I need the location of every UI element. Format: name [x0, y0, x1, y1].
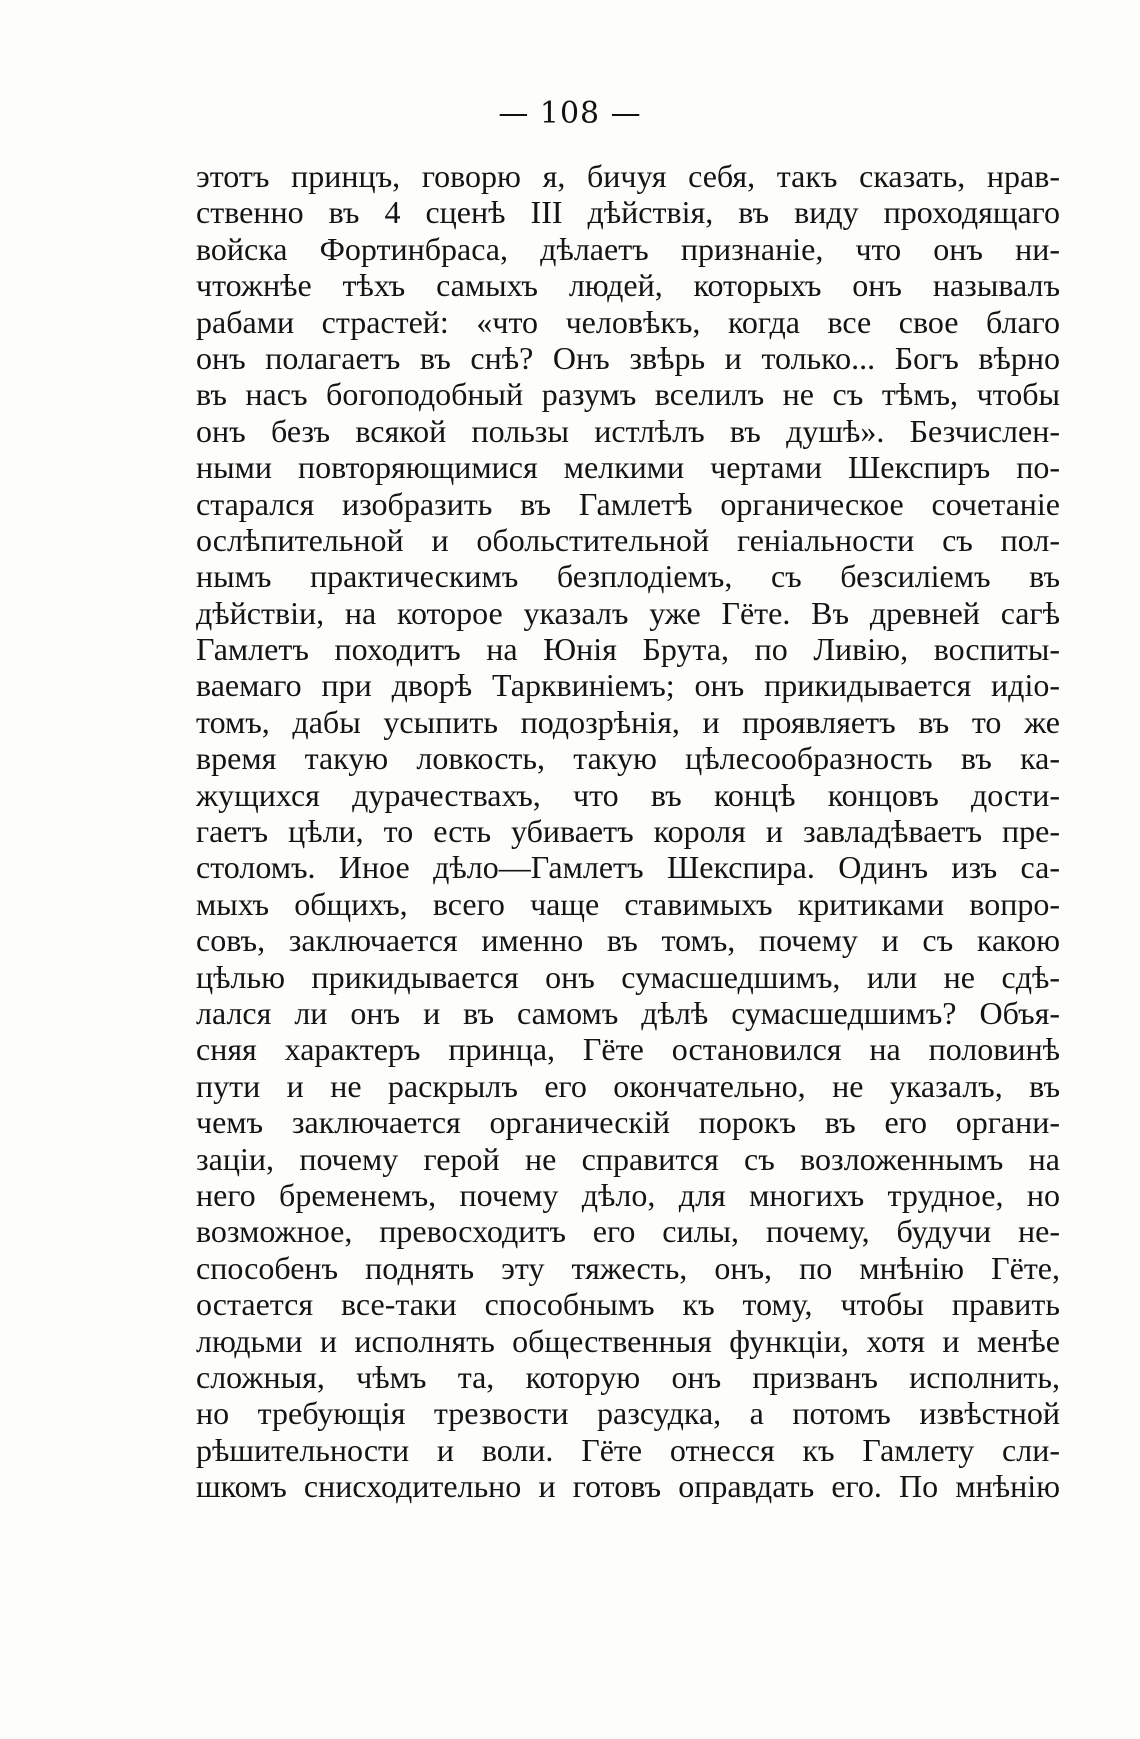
text-line: чемъ заключается органическій порокъ въ его органи-: [196, 1104, 1060, 1141]
text-line: чтожнѣе тѣхъ самыхъ людей, которыхъ онъ называлъ: [196, 267, 1060, 304]
text-line: цѣлью прикидывается онъ сумасшедшимъ, или не сдѣ-: [196, 958, 1060, 995]
text-line: заціи, почему герой не справится съ возложеннымъ на: [196, 1140, 1060, 1177]
text-line: ослѣпительной и обольстительной геніальности съ пол-: [196, 521, 1060, 558]
text-line: старался изобразить въ Гамлетѣ органическое сочетаніе: [196, 485, 1060, 522]
body-text: [196, 158, 1060, 1504]
text-line: ными повторяющимися мелкими чертами Шекспиръ по-: [196, 449, 1060, 486]
text-line: людьми и исполнять общественныя функціи, хотя и менѣе: [196, 1322, 1060, 1359]
text-line: жущихся дурачествахъ, что въ концѣ концовъ дости-: [196, 776, 1060, 813]
text-line: рабами страстей: «что человѣкъ, когда все свое благо: [196, 303, 1060, 340]
text-line: этотъ принцъ, говорю я, бичуя себя, такъ сказать, нрав-: [196, 158, 1060, 194]
text-line: дѣйствіи, на которое указалъ уже Гёте. Въ древней сагѣ: [196, 594, 1060, 631]
text-line: способенъ поднять эту тяжесть, онъ, по мнѣнію Гёте,: [196, 1249, 1060, 1286]
text-line: лался ли онъ и въ самомъ дѣлѣ сумасшедшимъ? Объя-: [196, 994, 1060, 1031]
text-line: него бременемъ, почему дѣло, для многихъ трудное, но: [196, 1176, 1060, 1213]
text-line: Гамлетъ походитъ на Юнія Брута, по Ливію, воспиты-: [196, 631, 1060, 668]
text-line: пути и не раскрылъ его окончательно, не указалъ, въ: [196, 1067, 1060, 1104]
text-line: въ насъ богоподобный разумъ вселилъ не съ тѣмъ, чтобы: [196, 376, 1060, 413]
text-line: войска Фортинбраса, дѣлаетъ признаніе, что онъ ни-: [196, 230, 1060, 267]
text-line: шкомъ снисходительно и готовъ оправдать его. По мнѣнію: [196, 1468, 1060, 1505]
text-line: гаетъ цѣли, то есть убиваетъ короля и завладѣваетъ пре-: [196, 813, 1060, 850]
text-line: онъ безъ всякой пользы истлѣлъ въ душѣ». Безчислен-: [196, 412, 1060, 449]
text-line: возможное, превосходитъ его силы, почему, будучи не-: [196, 1213, 1060, 1250]
text-line: сняя характеръ принца, Гёте остановился на половинѣ: [196, 1031, 1060, 1068]
text-line: нымъ практическимъ безплодіемъ, съ безсиліемъ въ: [196, 558, 1060, 595]
text-line: столомъ. Иное дѣло—Гамлетъ Шекспира. Одинъ изъ са-: [196, 849, 1060, 886]
text-line: время такую ловкость, такую цѣлесообразность въ ка-: [196, 740, 1060, 777]
text-line: но требующія трезвости разсудка, а потомъ извѣстной: [196, 1395, 1060, 1432]
text-line: ваемаго при дворѣ Тарквиніемъ; онъ прикидывается идіо-: [196, 667, 1060, 704]
text-line: совъ, заключается именно въ томъ, почему и съ какою: [196, 922, 1060, 959]
text-line: томъ, дабы усыпить подозрѣнія, и проявляетъ въ то же: [196, 703, 1060, 740]
text-line: онъ полагаетъ въ снѣ? Онъ звѣрь и только... Богъ вѣрно: [196, 339, 1060, 376]
text-line: остается все-таки способнымъ къ тому, чтобы править: [196, 1286, 1060, 1323]
text-line: рѣшительности и воли. Гёте отнесся къ Гамлету сли-: [196, 1431, 1060, 1468]
text-line: ственно въ 4 сценѣ III дѣйствія, въ виду проходящаго: [196, 194, 1060, 231]
text-line: сложныя, чѣмъ та, которую онъ призванъ исполнить,: [196, 1358, 1060, 1395]
text-line: мыхъ общихъ, всего чаще ставимыхъ критиками вопро-: [196, 885, 1060, 922]
page-number: — 108 —: [498, 96, 642, 131]
